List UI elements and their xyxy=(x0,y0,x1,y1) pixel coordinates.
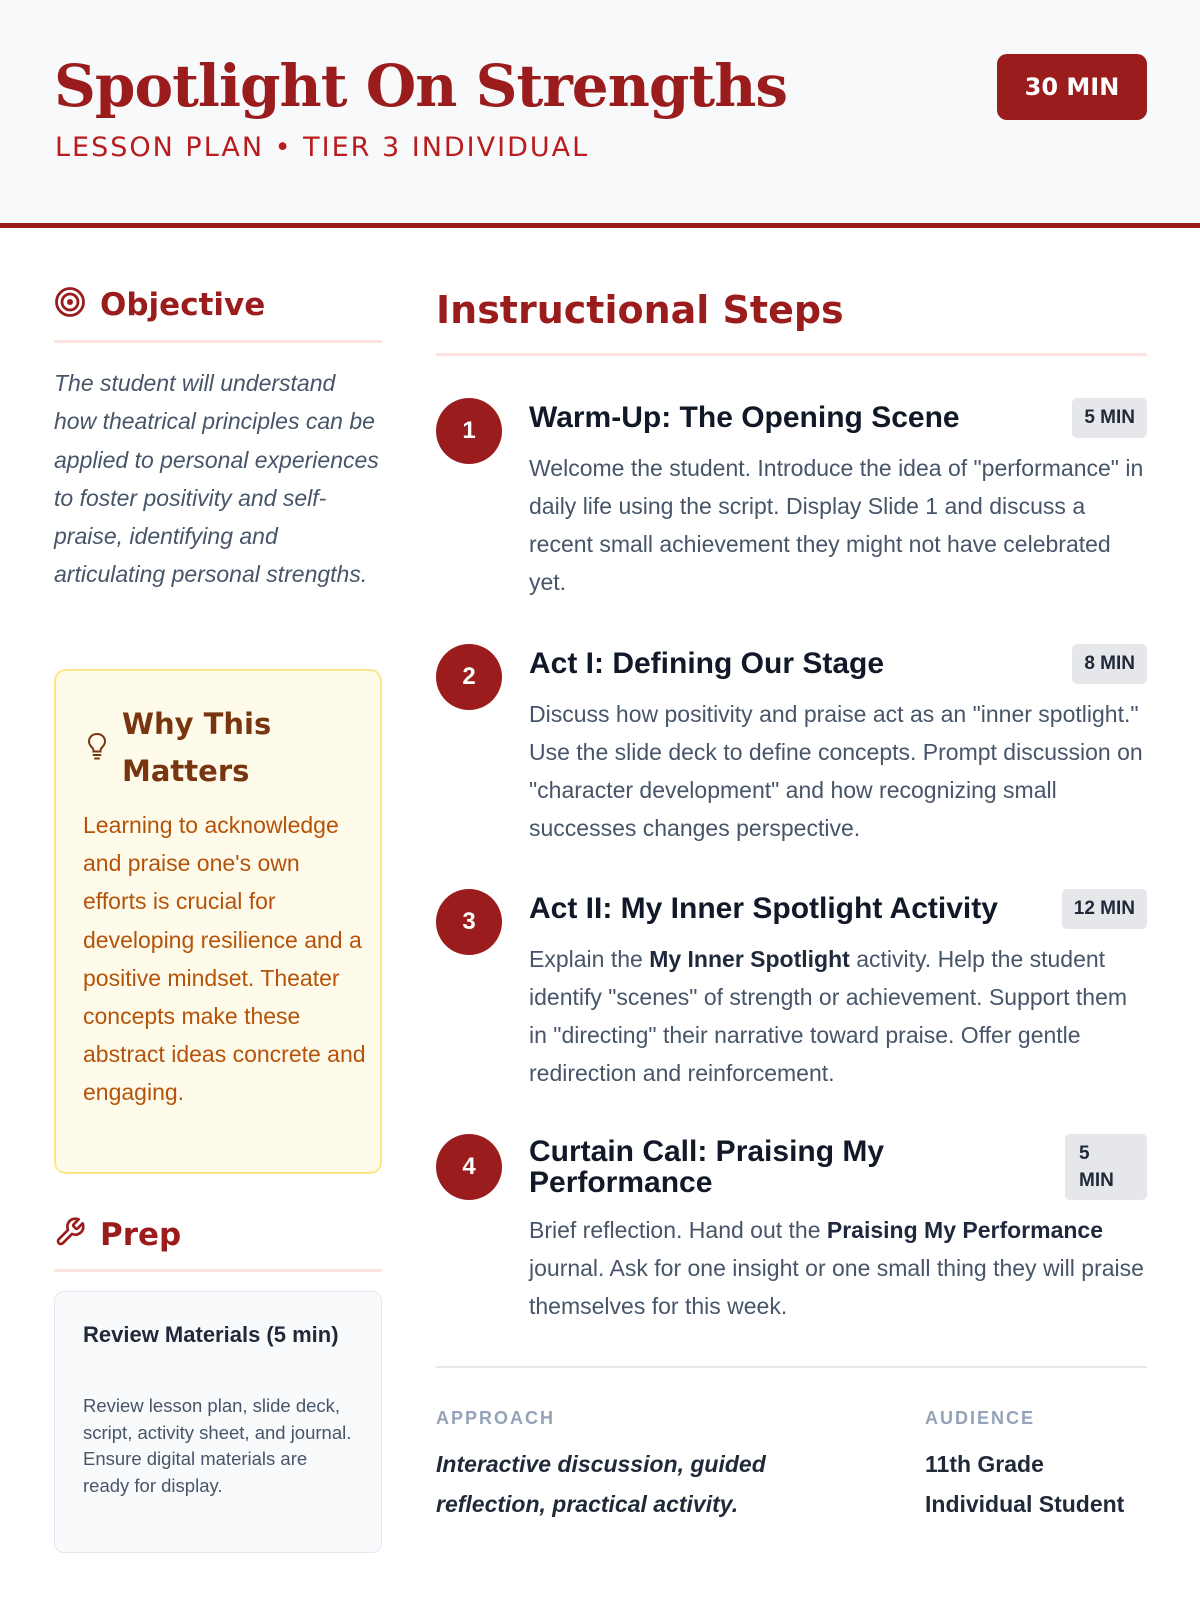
step-title: Act II: My Inner Spotlight Activity xyxy=(529,892,998,925)
steps-divider xyxy=(436,353,1147,356)
step-title: Act I: Defining Our Stage xyxy=(529,647,885,680)
step-number: 2 xyxy=(436,644,502,710)
steps-heading: Instructional Steps xyxy=(436,288,844,332)
why-this-matters-callout xyxy=(54,669,382,1174)
step-desc-text-end: journal. Ask for one insight or one small thing they will praise themselves for this week. xyxy=(529,1255,1144,1319)
prep-divider xyxy=(54,1269,382,1272)
target-icon xyxy=(54,286,86,323)
step-2 xyxy=(436,644,1147,854)
step-duration-badge: 12 MIN xyxy=(1062,889,1147,929)
page-subtitle: LESSON PLAN • TIER 3 INDIVIDUAL xyxy=(55,132,590,163)
step-description xyxy=(529,695,1149,847)
step-number: 1 xyxy=(436,398,502,464)
objective-heading xyxy=(54,286,382,323)
why-heading-label: Why This Matters xyxy=(122,707,272,788)
prep-card-title: Review Materials (5 min) xyxy=(83,1322,339,1347)
step-desc-bold: Praising My Performance xyxy=(826,1217,1103,1243)
objective-divider xyxy=(54,340,382,343)
audience-text: 11th Grade Individual Student xyxy=(925,1451,1125,1517)
step-duration-badge: 8 MIN xyxy=(1072,644,1147,684)
approach-text: Interactive discussion, guided reflection, practical activity. xyxy=(436,1451,766,1517)
why-text: Learning to acknowledge and praise one's own efforts is crucial for developing resilience and a positive mindset. Theater concepts make these abstract ideas concrete and engaging. xyxy=(83,812,366,1106)
audience-label: AUDIENCE xyxy=(925,1408,1036,1428)
step-description xyxy=(529,940,1149,1092)
step-1 xyxy=(436,398,1147,608)
duration-badge: 30 MIN xyxy=(997,54,1147,120)
step-duration-badge: 5 MIN xyxy=(1072,398,1147,438)
step-duration-badge xyxy=(1065,1134,1147,1200)
page-title: Spotlight On Strengths xyxy=(54,52,788,120)
step-description xyxy=(529,449,1149,601)
step-desc-text: Welcome the student. Introduce the idea of "performance" in daily life using the script. Display Slide 1 and discuss a recent small achievement they might not have celebrated yet. xyxy=(529,455,1144,595)
step-desc-bold: My Inner Spotlight xyxy=(649,946,850,972)
lightbulb-icon xyxy=(86,731,108,766)
why-heading xyxy=(86,701,282,795)
prep-heading-label: Prep xyxy=(100,1216,182,1253)
footer-divider xyxy=(436,1366,1147,1368)
step-title: Warm-Up: The Opening Scene xyxy=(529,401,960,434)
approach-label: APPROACH xyxy=(436,1408,556,1428)
objective-heading-label: Objective xyxy=(100,286,266,323)
step-3 xyxy=(436,889,1147,1099)
step-desc-text: Explain the xyxy=(529,946,650,972)
step-4 xyxy=(436,1134,1147,1334)
step-desc-text: Brief reflection. Hand out the xyxy=(529,1217,827,1243)
wrench-icon xyxy=(54,1216,86,1253)
step-number: 3 xyxy=(436,889,502,955)
step-desc-text-end: activity. Help the student identify "scenes" of strength or achievement. Support them in "directing" their narrative toward praise. Offer gentle redirection and reinforcement. xyxy=(529,946,1128,1086)
step-title: Curtain Call: Praising My Performance xyxy=(529,1135,885,1199)
step-duration-text: 5 MIN xyxy=(1079,1143,1114,1191)
step-description xyxy=(529,1211,1149,1325)
header xyxy=(0,0,1200,228)
prep-heading xyxy=(54,1216,382,1253)
step-number: 4 xyxy=(436,1134,502,1200)
prep-card-text: Review lesson plan, slide deck, script, activity sheet, and journal. Ensure digital materials are ready for display. xyxy=(83,1395,352,1496)
objective-text: The student will understand how theatrical principles can be applied to personal experiences to foster positivity and self-praise, identifying and articulating personal strengths. xyxy=(54,370,379,588)
step-desc-text: Discuss how positivity and praise act as an "inner spotlight." Use the slide deck to define concepts. Prompt discussion on "character development" and how recognizing small successes changes perspective. xyxy=(529,701,1143,841)
prep-card xyxy=(54,1291,382,1553)
